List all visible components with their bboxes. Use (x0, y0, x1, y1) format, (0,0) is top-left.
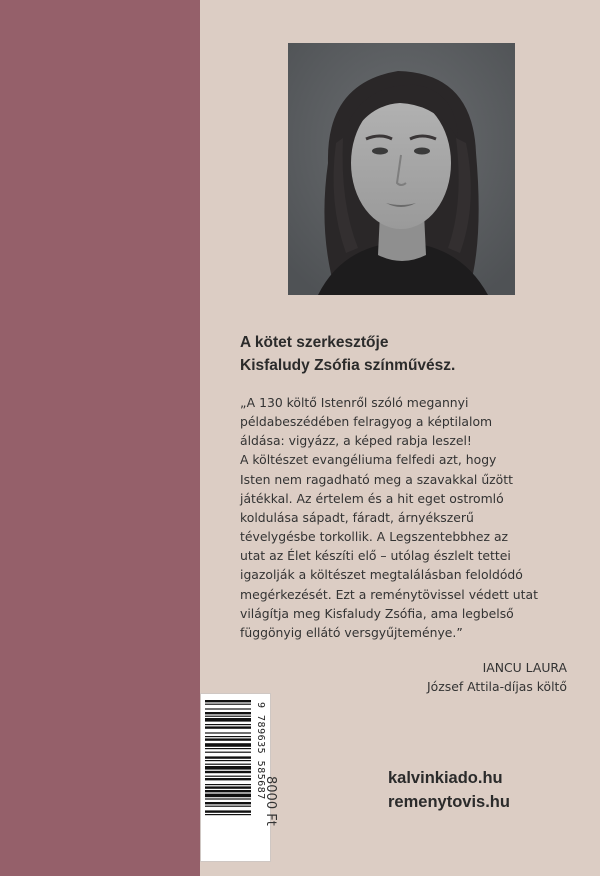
barcode-bar (205, 716, 251, 717)
isbn-number: 9 789635 585687 (255, 702, 266, 800)
barcode-bar (205, 704, 251, 705)
price-label: 8000 Ft (263, 776, 278, 826)
portrait-image (288, 43, 515, 295)
editor-line-2: Kisfaludy Zsófia színművész. (240, 357, 456, 374)
quote-line: megérkezését. Ezt a reménytövissel védett utat (240, 586, 538, 602)
barcode-bar (205, 802, 251, 804)
barcode-bar (205, 778, 251, 780)
website-link-kalvinkiado[interactable]: kalvinkiado.hu (388, 769, 503, 787)
quote-line: világítja meg Kisfaludy Zsófia, ama legbelső (240, 605, 514, 621)
quote-line: „A 130 költő Istenről szóló megannyi (240, 395, 469, 410)
barcode-bar (205, 764, 251, 765)
attribution-title: József Attila-díjas költő (427, 679, 567, 694)
barcode-bar (205, 743, 251, 747)
barcode-bar (205, 712, 251, 714)
barcode-bar (205, 756, 251, 758)
editor-line-1: A kötet szerkesztője (240, 334, 389, 351)
barcode-bar (205, 726, 251, 728)
quote-line: játékkal. Az értelem és a hit eget ostromló (240, 490, 504, 506)
barcode-bar (205, 776, 251, 777)
barcode-bar (205, 806, 251, 807)
quote-line: A költészet evangéliuma felfedi azt, hogy (240, 452, 497, 468)
spine-panel (0, 0, 200, 876)
barcode-bar (205, 748, 251, 749)
quote-line: utat az Élet készíti elő – utólag észlelt tettei (240, 548, 511, 564)
barcode-bar (205, 784, 251, 785)
quote-line: áldása: vigyázz, a képed rabja leszel! (240, 433, 472, 449)
quote-line: tévelygésbe torkollik. A Legszentebbhez az (240, 529, 509, 545)
barcode-bar (205, 708, 251, 709)
barcode-bar (205, 724, 251, 725)
blurb-quote (240, 393, 585, 642)
author-photo (288, 43, 515, 295)
quote-attribution (427, 658, 567, 696)
quote-line: függönyig ellátó versgyűjteménye.” (240, 624, 463, 640)
barcode-bar (205, 718, 251, 722)
editor-credit (240, 331, 580, 377)
barcode-bar (205, 814, 251, 815)
quote-line: példabeszédében felragyog a képtilalom (240, 414, 493, 430)
barcode-bar (205, 786, 251, 788)
barcode-bar (205, 738, 251, 740)
barcode-bar (205, 810, 251, 812)
quote-line: igazolják a költészet megtalálásban feloldódó (240, 567, 523, 583)
barcode-bar (205, 736, 251, 737)
barcode-bar (205, 760, 251, 761)
barcode-bar (205, 794, 251, 798)
barcode-bar (205, 798, 251, 799)
barcode-bar (205, 700, 251, 702)
quote-line: koldulása sápadt, fáradt, árnyékszerű (240, 509, 474, 525)
barcode-bar (205, 732, 251, 733)
website-link-remenytovis[interactable]: remenytovis.hu (388, 793, 510, 811)
barcode-bar (205, 790, 251, 792)
publisher-links (388, 766, 510, 814)
back-cover (200, 0, 600, 876)
barcode-bar (205, 771, 251, 773)
barcode-bar (205, 752, 251, 753)
quote-line: Isten nem ragadható meg a szavakkal űzött (240, 471, 513, 487)
attribution-name: IANCU LAURA (482, 660, 567, 675)
barcode-bar (205, 766, 251, 770)
